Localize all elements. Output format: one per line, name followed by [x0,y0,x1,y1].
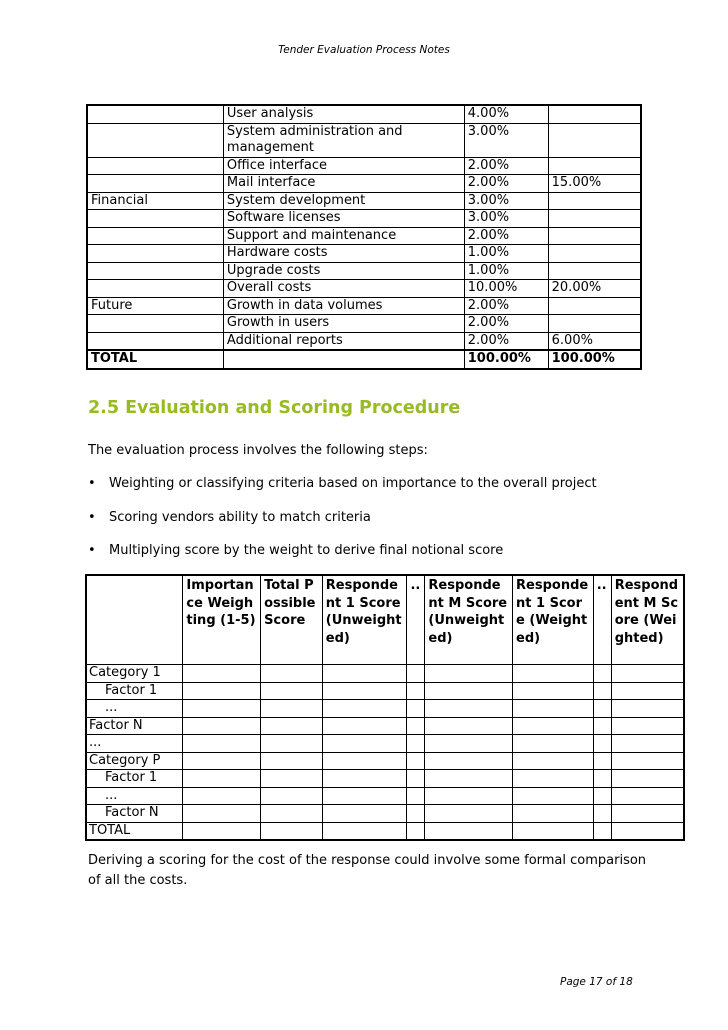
table-cell: TOTAL [86,822,183,840]
table-row [87,262,641,280]
table-cell [183,752,261,770]
table-cell: 20.00% [548,280,641,298]
table-cell: System administration and management [223,123,464,157]
table-cell [87,105,223,123]
bullet-marker: • [88,476,96,491]
table-cell [593,805,611,823]
table-cell [261,787,323,805]
bullet-item: • Multiplying score by the weight to derive final notional score [88,543,504,558]
table-cell [513,752,594,770]
table-cell [513,805,594,823]
table-cell [261,717,323,735]
table-cell: Factor 1 [86,770,183,788]
table-cell: Growth in data volumes [223,297,464,315]
table-cell: Growth in users [223,315,464,333]
table-cell: Office interface [223,157,464,175]
table-cell [322,752,407,770]
table-row [87,105,641,123]
table-cell [513,787,594,805]
table-row [87,332,641,350]
table-cell: Upgrade costs [223,262,464,280]
table-cell [548,262,641,280]
table-cell [611,770,684,788]
column-header: Importance Weighting (1-5) [183,575,261,665]
section-heading: 2.5 Evaluation and Scoring Procedure [88,398,461,418]
table-row [87,123,641,157]
total-cell: TOTAL [87,350,223,369]
table-cell [548,245,641,263]
total-cell: 100.00% [464,350,548,369]
table-cell [548,210,641,228]
table-row [87,192,641,210]
table-row [86,752,684,770]
table-row [86,665,684,683]
table-cell: 10.00% [464,280,548,298]
table-cell [407,700,425,718]
column-header: Respondent 1 Score (Weighted) [513,575,594,665]
table-cell [261,665,323,683]
total-cell: 100.00% [548,350,641,369]
table-cell: Factor 1 [86,682,183,700]
page-header: Tender Evaluation Process Notes [278,44,450,56]
table-cell [611,717,684,735]
table-cell: 2.00% [464,157,548,175]
table-cell: System development [223,192,464,210]
weights-table [86,104,642,370]
table-cell: Financial [87,192,223,210]
table-row [86,682,684,700]
table-cell [87,123,223,157]
table-row [87,210,641,228]
bullet-item: • Weighting or classifying criteria based on importance to the overall project [88,476,597,491]
table-row [86,735,684,753]
table-cell: User analysis [223,105,464,123]
table-cell [593,700,611,718]
table-cell [611,700,684,718]
table-cell [407,735,425,753]
table-cell: 3.00% [464,123,548,157]
table-cell [425,682,513,700]
table-cell: ... [86,787,183,805]
table-cell [87,157,223,175]
bullet-item: • Scoring vendors ability to match criteria [88,510,371,525]
page-number: Page 17 of 18 [560,976,633,988]
table-row [87,245,641,263]
table-cell [407,770,425,788]
table-cell [87,227,223,245]
table-cell: 6.00% [548,332,641,350]
table-cell: ... [86,700,183,718]
table-cell: 2.00% [464,332,548,350]
table-cell [322,665,407,683]
column-header: Total Possible Score [261,575,323,665]
table-cell: 15.00% [548,175,641,193]
table-cell: Factor N [86,717,183,735]
table-cell [322,717,407,735]
table-cell [407,822,425,840]
table-cell [425,735,513,753]
table-cell [407,805,425,823]
table-cell [593,717,611,735]
table-cell [593,822,611,840]
table-cell: 1.00% [464,245,548,263]
table-cell [183,787,261,805]
table-row [87,297,641,315]
table-cell [407,752,425,770]
table-cell: Factor N [86,805,183,823]
table-cell [183,665,261,683]
table-cell [593,682,611,700]
table-cell [513,682,594,700]
table-cell [548,123,641,157]
table-row [86,700,684,718]
table-cell [513,717,594,735]
table-cell: Hardware costs [223,245,464,263]
table-cell [322,787,407,805]
table-cell [548,227,641,245]
table-cell [425,700,513,718]
total-cell [223,350,464,369]
table-cell: Software licenses [223,210,464,228]
table-cell: 2.00% [464,227,548,245]
table-cell [425,822,513,840]
column-header [86,575,183,665]
table-cell: 2.00% [464,297,548,315]
total-row [87,350,641,369]
table-cell: ... [86,735,183,753]
table-cell [407,717,425,735]
bullet-marker: • [88,510,96,525]
table-cell: Mail interface [223,175,464,193]
table-cell: 3.00% [464,192,548,210]
table-cell [548,105,641,123]
table-row [86,787,684,805]
table-row [87,280,641,298]
table-cell [183,682,261,700]
table-cell [548,157,641,175]
table-cell [407,665,425,683]
table-cell: 1.00% [464,262,548,280]
table-cell [425,665,513,683]
table-cell [425,752,513,770]
table-cell [87,280,223,298]
table-cell [611,665,684,683]
column-header: .. [407,575,425,665]
table-row [87,157,641,175]
table-cell: 2.00% [464,175,548,193]
table-cell: Category 1 [86,665,183,683]
table-cell [548,297,641,315]
table-cell [261,770,323,788]
table-cell [87,175,223,193]
table-cell [513,822,594,840]
table-row [87,227,641,245]
table-cell [593,787,611,805]
scoring-table [85,574,685,841]
table-cell [611,752,684,770]
table-cell [322,682,407,700]
table-cell [183,822,261,840]
column-header: Respondent M Score (Unweighted) [425,575,513,665]
table-cell: Overall costs [223,280,464,298]
table-cell [513,770,594,788]
table-cell [513,735,594,753]
table-cell [183,770,261,788]
section-intro: The evaluation process involves the following steps: [88,443,428,458]
table-cell: 2.00% [464,315,548,333]
table-cell: 4.00% [464,105,548,123]
table-cell [322,700,407,718]
table-cell [322,805,407,823]
table-cell [611,735,684,753]
table-cell [425,770,513,788]
table-row [87,175,641,193]
column-header: Respondent 1 Score (Unweighted) [322,575,407,665]
table-cell: Future [87,297,223,315]
table-cell [548,192,641,210]
column-header: Respondent M Score (Weighted) [611,575,684,665]
header-row [86,575,684,665]
table-cell [611,682,684,700]
table-cell [261,682,323,700]
table-row [86,805,684,823]
table-cell [183,735,261,753]
table-cell [322,735,407,753]
table-cell [593,665,611,683]
table-cell [183,700,261,718]
table-cell [261,735,323,753]
table-row [86,822,684,840]
table-cell [87,332,223,350]
table-cell [407,682,425,700]
table-cell: Additional reports [223,332,464,350]
table-row [86,717,684,735]
table-cell [425,805,513,823]
table-cell [611,822,684,840]
table-cell [322,770,407,788]
table-cell: Category P [86,752,183,770]
table-cell [87,262,223,280]
table-cell [593,770,611,788]
column-header: .. [593,575,611,665]
table-cell: 3.00% [464,210,548,228]
table-cell [611,787,684,805]
table-cell [87,210,223,228]
table-cell [87,315,223,333]
bullet-marker: • [88,543,96,558]
table-row [86,770,684,788]
table-cell [261,752,323,770]
table-cell [261,822,323,840]
table-cell: Support and maintenance [223,227,464,245]
table-cell [548,315,641,333]
table-row [87,315,641,333]
table-cell [513,700,594,718]
table-cell [261,805,323,823]
table-cell [322,822,407,840]
table-cell [593,735,611,753]
table-cell [407,787,425,805]
table-cell [425,787,513,805]
closing-paragraph: Deriving a scoring for the cost of the response could involve some formal comparison of all the costs. [88,853,647,888]
table-cell [593,752,611,770]
table-cell [183,717,261,735]
table-cell [183,805,261,823]
table-cell [513,665,594,683]
table-cell [425,717,513,735]
table-cell [611,805,684,823]
table-cell [87,245,223,263]
table-cell [261,700,323,718]
